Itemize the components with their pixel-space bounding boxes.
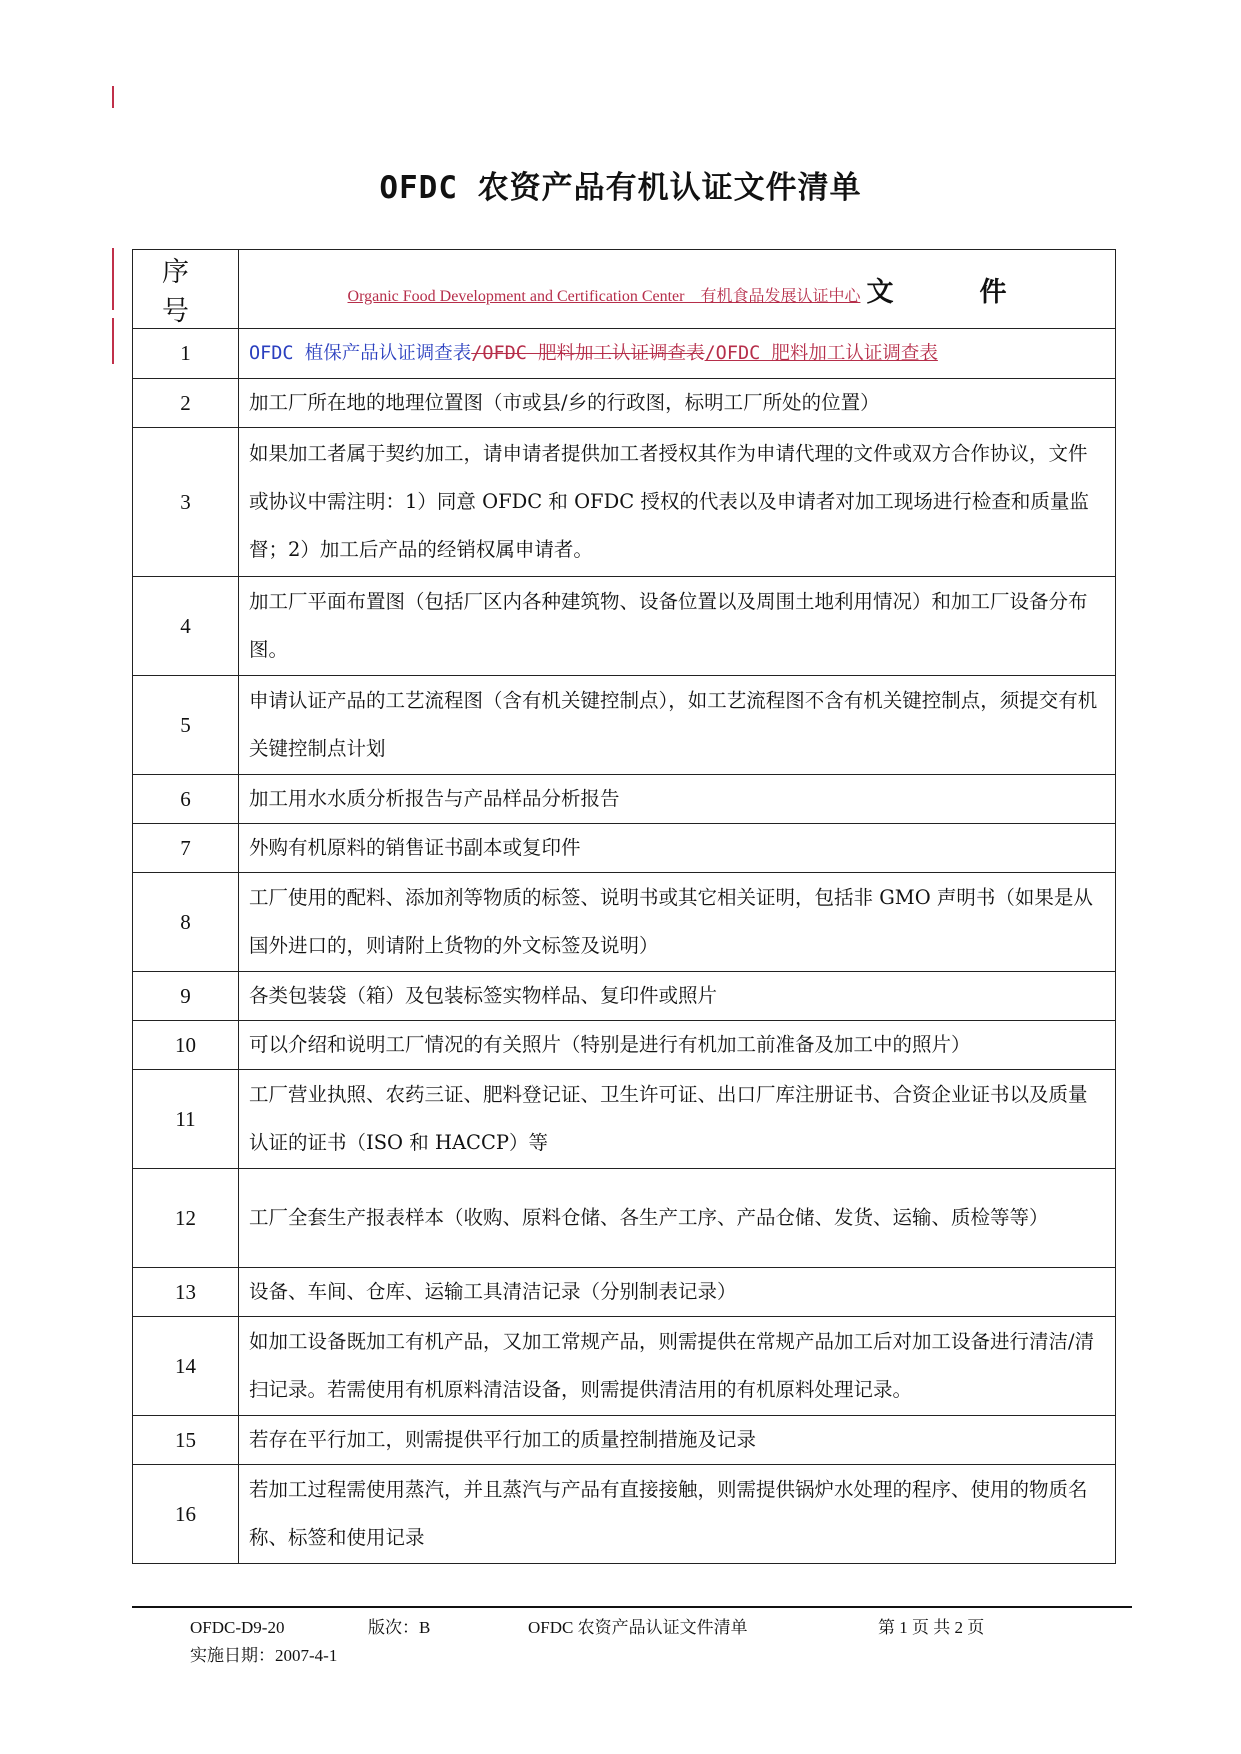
table-row [133, 1268, 1116, 1317]
row-number: 8 [133, 873, 239, 972]
row-number: 11 [133, 1070, 239, 1169]
footer-doc-code: OFDC-D9-20 [190, 1618, 285, 1637]
row-number: 6 [133, 775, 239, 824]
row-text: 工厂使用的配料、添加剂等物质的标签、说明书或其它相关证明，包括非 GMO 声明书（如果是从国外进口的，则请附上货物的外文标签及说明） [239, 873, 1116, 972]
row-text: 外购有机原料的销售证书副本或复印件 [239, 824, 1116, 873]
document-title: OFDC 农资产品有机认证文件清单 [379, 170, 862, 206]
table-row [133, 1416, 1116, 1465]
row-number: 12 [133, 1169, 239, 1268]
table-row [133, 824, 1116, 873]
row-text: 加工用水水质分析报告与产品样品分析报告 [239, 775, 1116, 824]
table-row [133, 379, 1116, 428]
row-text: 工厂全套生产报表样本（收购、原料仓储、各生产工序、产品仓储、发货、运输、质检等等） [239, 1169, 1116, 1268]
table-row [133, 1317, 1116, 1416]
row-text: 申请认证产品的工艺流程图（含有机关键控制点），如工艺流程图不含有机关键控制点，须提交有机关键控制点计划 [239, 676, 1116, 775]
row-number: 16 [133, 1465, 239, 1564]
footer-page-number: 第 1 页 共 2 页 [878, 1618, 985, 1637]
row-number: 3 [133, 428, 239, 577]
table-row [133, 428, 1116, 577]
revision-bar [112, 318, 114, 364]
row-number: 5 [133, 676, 239, 775]
row-number: 4 [133, 577, 239, 676]
footer-version: 版次：B [368, 1618, 431, 1637]
row-number: 1 [133, 329, 239, 379]
table-row [133, 1070, 1116, 1169]
row-number: 7 [133, 824, 239, 873]
header-file-word-1: 文 [866, 276, 894, 308]
row-text: 加工厂所在地的地理位置图（市或县/乡的行政图，标明工厂所处的位置） [239, 379, 1116, 428]
row-text-deleted: /OFDC 肥料加工认证调查表 [471, 343, 705, 364]
row-number: 15 [133, 1416, 239, 1465]
row-text: 若加工过程需使用蒸汽，并且蒸汽与产品有直接接触，则需提供锅炉水处理的程序、使用的物质名称、标签和使用记录 [239, 1465, 1116, 1564]
table-row [133, 1169, 1116, 1268]
footer-effective-date: 实施日期：2007-4-1 [190, 1646, 338, 1665]
header-file-word-2: 件 [979, 276, 1007, 308]
row-number: 14 [133, 1317, 239, 1416]
row-text: 各类包装袋（箱）及包装标签实物样品、复印件或照片 [239, 972, 1116, 1021]
footer-doc-name: OFDC 农资产品认证文件清单 [528, 1618, 748, 1637]
row-text-blue: OFDC 植保产品认证调查表 [249, 343, 472, 364]
table-row [133, 577, 1116, 676]
footer-divider [132, 1606, 1132, 1608]
header-seq: 序 号 [133, 250, 239, 329]
row-text: 设备、车间、仓库、运输工具清洁记录（分别制表记录） [239, 1268, 1116, 1317]
table-row [133, 329, 1116, 379]
revision-bar [112, 248, 114, 310]
row-number: 9 [133, 972, 239, 1021]
row-text: 工厂营业执照、农药三证、肥料登记证、卫生许可证、出口厂库注册证书、合资企业证书以及质量认证的证书（ISO 和 HACCP）等 [239, 1070, 1116, 1169]
row-number: 10 [133, 1021, 239, 1070]
header-file [239, 250, 1116, 329]
table-row [133, 676, 1116, 775]
row-text [239, 329, 1116, 379]
table-row [133, 1021, 1116, 1070]
row-number: 13 [133, 1268, 239, 1317]
table-row [133, 775, 1116, 824]
org-hyperlink[interactable]: Organic Food Development and Certification Center 有机食品发展认证中心 [347, 287, 861, 305]
row-text: 加工厂平面布置图（包括厂区内各种建筑物、设备位置以及周围土地利用情况）和加工厂设备分布图。 [239, 577, 1116, 676]
table-header-row [133, 250, 1116, 329]
table-row [133, 873, 1116, 972]
row-number: 2 [133, 379, 239, 428]
row-text-inserted: /OFDC 肥料加工认证调查表 [704, 343, 938, 364]
table-row [133, 1465, 1116, 1564]
revision-bar [112, 86, 114, 108]
row-text: 如果加工者属于契约加工，请申请者提供加工者授权其作为申请代理的文件或双方合作协议，文件或协议中需注明：1）同意 OFDC 和 OFDC 授权的代表以及申请者对加工现场进行检查和质量监督；2）加工后产品的经销权属申请者。 [239, 428, 1116, 577]
document-checklist-table [132, 249, 1116, 1564]
row-text: 可以介绍和说明工厂情况的有关照片（特别是进行有机加工前准备及加工中的照片） [239, 1021, 1116, 1070]
row-text: 若存在平行加工，则需提供平行加工的质量控制措施及记录 [239, 1416, 1116, 1465]
table-row [133, 972, 1116, 1021]
row-text: 如加工设备既加工有机产品，又加工常规产品，则需提供在常规产品加工后对加工设备进行清洁/清扫记录。若需使用有机原料清洁设备，则需提供清洁用的有机原料处理记录。 [239, 1317, 1116, 1416]
